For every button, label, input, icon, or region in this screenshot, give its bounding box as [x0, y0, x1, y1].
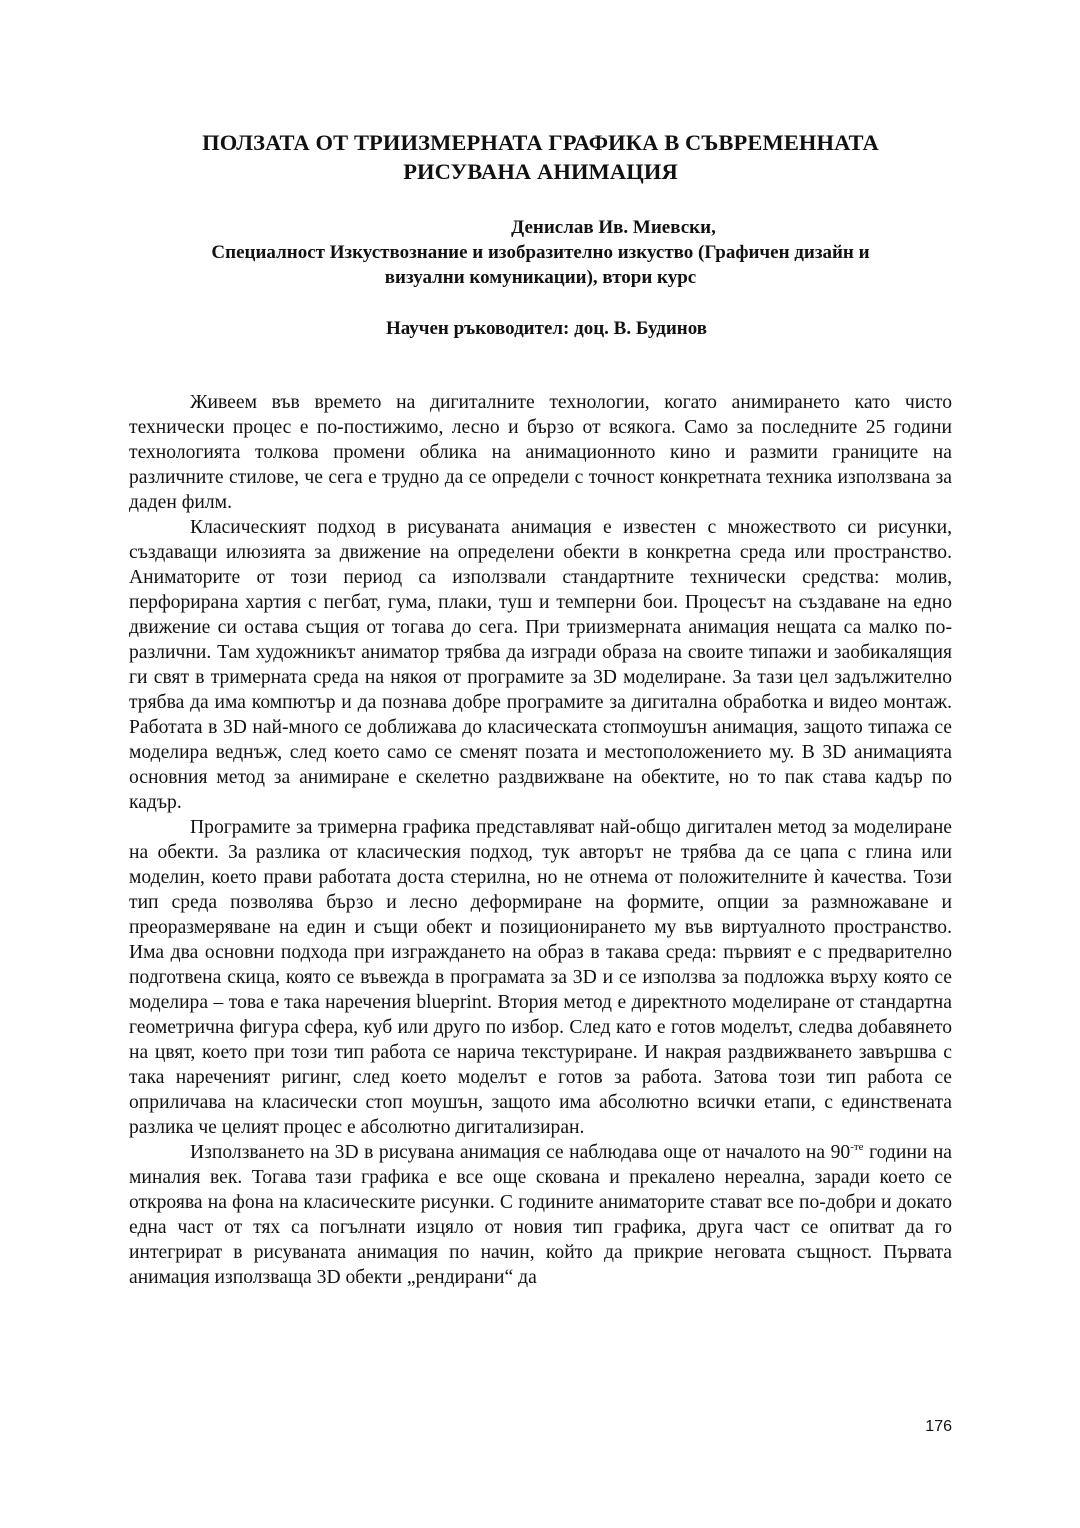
body-text	[129, 390, 952, 1290]
paragraph-3: Програмите за тримерна графика представляват най-общо дигитален метод за моделиране на обекти. За разлика от класическия подход, тук авторът не трябва да се цапа с глина или моделин, което прави работата доста стерилна, но не отнема от положителните ѝ качества. Този тип среда позволява бързо и лесно деформиране на формите, опции за размножаване и преоразмеряване на един и същи обект и позиционирането му във виртуалното пространство. Има два основни подхода при изграждането на образ в такава среда: първият е с предварително подготвена скица, която се въвежда в програмата за 3D и се използва за подложка върху която се моделира – това е така наречения blueprint. Втория метод е директното моделиране от стандартна геометрична фигура сфера, куб или друго по избор. След като е готов моделът, следва добавянето на цвят, което при този тип работа се нарича текстуриране. И накрая раздвижването завършва с така нареченият ригинг, след което моделът е готов за работа. Затова този тип работа се оприличава на класически стоп моушън, защото има абсолютно всички етапи, с единствената разлика че целият процес е абсолютно дигитализиран.	[129, 817, 952, 1138]
title-line-1: ПОЛЗАТА ОТ ТРИИЗМЕРНАТА ГРАФИКА В СЪВРЕМЕННАТА	[202, 130, 879, 155]
author-name: Денислав Ив. Миевски,	[511, 217, 716, 238]
author-affiliation-line-1: Специалност Изкуствознание и изобразително изкуство (Графичен дизайн и	[211, 242, 870, 263]
paragraph-2: Класическият подход в рисуваната анимация е известен с множеството си рисунки, създаващи илюзията за движение на определени обекти в конкретна среда или пространство. Аниматорите от този период са използвали стандартните технически средства: молив, перфорирана хартия с пегбат, гума, плаки, туш и темперни бои. Процесът на създаване на едно движение си остава същия от тогава до сега. При триизмерната анимация нещата са малко по-различни. Там художникът аниматор трябва да изгради образа на своите типажи и заобикалящия ги свят в тримерната среда на някоя от програмите за 3D моделиране. За тази цел задължително трябва да има компютър и да познава добре програмите за дигитална обработка и видео монтаж. Работата в 3D най-много се доближава до класическата стопмоушън анимация, защото типажа се моделира веднъж, след което само се сменят позата и местоположението му. В 3D анимацията основния метод за анимиране е скелетно раздвижване на обектите, но то пак става кадър по кадър.	[129, 517, 952, 813]
paragraph-4-text-a: Използването на 3D в рисувана анимация се наблюдава още от началото на 90	[190, 1142, 851, 1163]
paper-title	[129, 128, 952, 186]
paragraph-4-text-b: години на миналия век. Тогава тази графика е все още скована и прекалено нереална, заради което се откроява на фона на класическите рисунки. С годините аниматорите стават все по-добри и докато една част от тях са погълнати изцяло от новия тип графика, друга част се опитват да го интегрират в рисуваната анимация по начин, който да прикрие неговата същност. Първата анимация използваща 3D обекти „рендирани“ да	[129, 1142, 953, 1288]
author-block	[129, 215, 952, 290]
author-affiliation-line-2: визуални комуникации), втори курс	[384, 267, 697, 288]
superscript-suffix: -те	[850, 1141, 864, 1153]
paragraph-1: Живеем във времето на дигиталните технологии, когато анимирането като чисто технически процес е по-постижимо, лесно и бързо от всякога. Само за последните 25 години технологията толкова промени облика на анимационното кино и размити границите на различните стилове, че сега е трудно да се определи с точност конкретната техника използвана за даден филм.	[129, 392, 952, 513]
page-number: 176	[925, 1418, 952, 1435]
title-line-2: РИСУВАНА АНИМАЦИЯ	[403, 159, 678, 184]
supervisor: Научен ръководител: доц. В. Будинов	[385, 318, 708, 339]
paragraph-4	[129, 1140, 952, 1290]
